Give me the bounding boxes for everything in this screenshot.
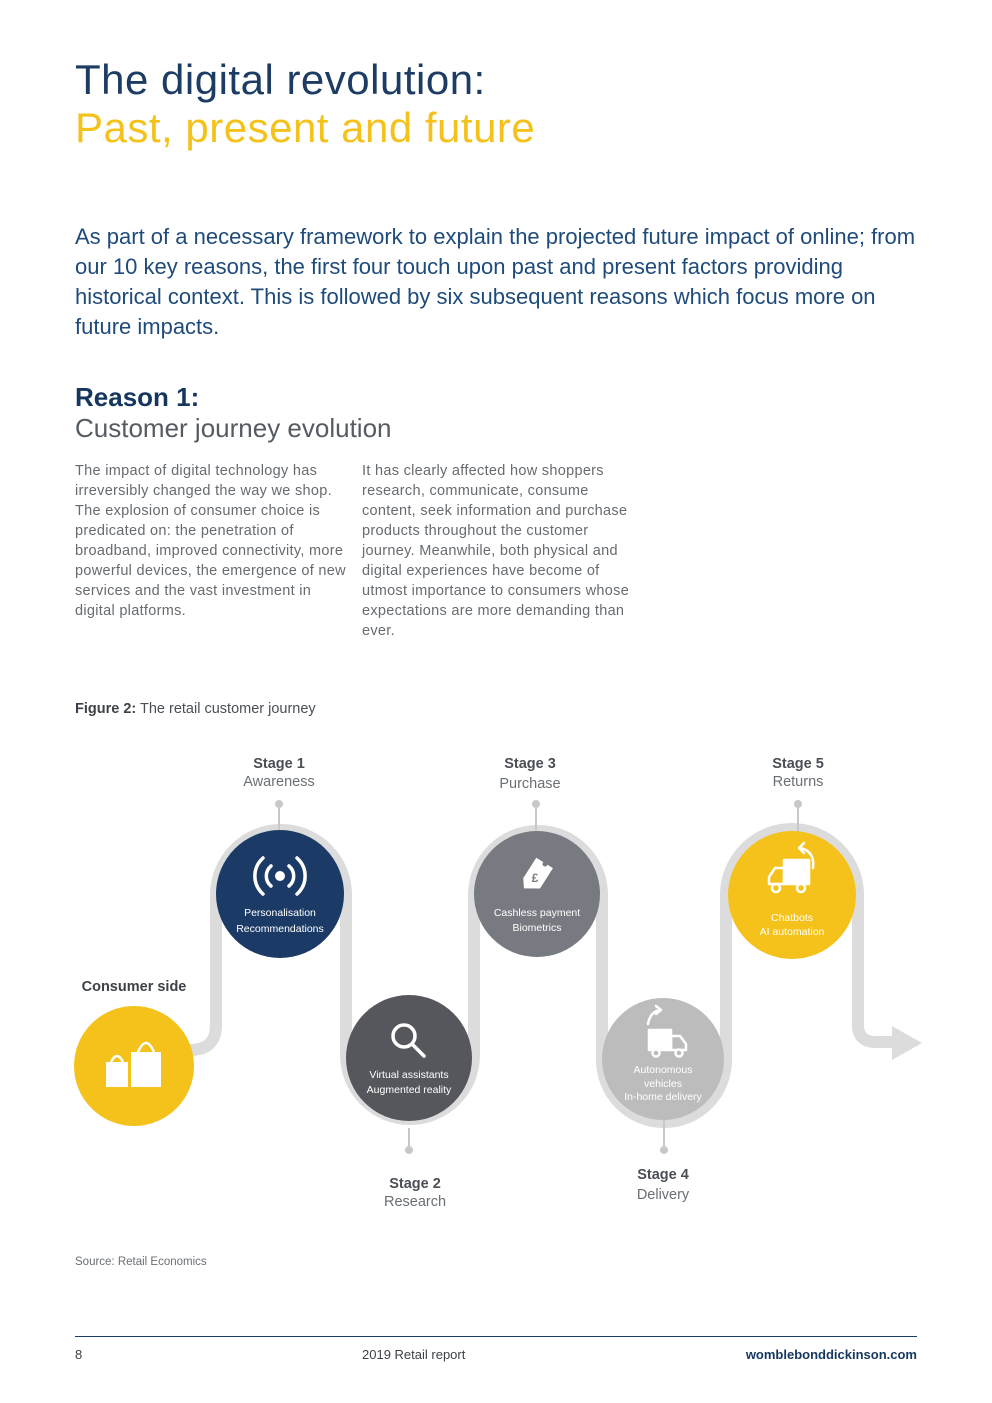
svg-text:£: £ xyxy=(531,871,539,885)
reason-heading: Reason 1: xyxy=(75,382,200,412)
stage-2-circle xyxy=(346,995,472,1121)
figure-caption-text: The retail customer journey xyxy=(136,701,316,717)
page-title: The digital revolution: xyxy=(75,56,486,103)
stage-3-feature-1: Cashless payment xyxy=(493,907,581,919)
stage-5-circle xyxy=(728,831,856,959)
stage-5-feature-2: AI automation xyxy=(759,926,825,938)
stage-4-title: Stage 4 xyxy=(637,1167,689,1183)
stage-1-feature-1: Personalisation xyxy=(244,907,316,919)
customer-journey-diagram xyxy=(0,720,992,1240)
body-column-1: The impact of digital technology has irreversibly changed the way we shop. The explosion of consumer choice is predicated on: the penetration of broadband, improved connectivity, more powerful devices, the emergence of new services and the vast investment in digital platforms. xyxy=(75,463,346,619)
stage-3-feature-2: Biometrics xyxy=(512,922,562,934)
intro-paragraph: As part of a necessary framework to explain the projected future impact of online; from our 10 key reasons, the first four touch upon past and present factors providing historical context. This is followed by six subsequent reasons which focus more on future impacts. xyxy=(75,224,916,339)
stage-4 xyxy=(602,998,724,1203)
website-link[interactable]: womblebonddickinson.com xyxy=(745,1347,917,1362)
stage-4-feature-2: vehicles xyxy=(644,1078,682,1090)
reason-subheading: Customer journey evolution xyxy=(75,413,392,443)
body-column-2: It has clearly affected how shoppers research, communicate, consume content, seek information and purchase products throughout the customer journey. Meanwhile, both physical and digital experiences have become of utmost importance to consumers whose expectations are more demanding than ever. xyxy=(362,463,630,639)
figure-caption-label: Figure 2: xyxy=(75,701,137,717)
report-name: 2019 Retail report xyxy=(362,1347,466,1362)
stage-3-title: Stage 3 xyxy=(504,756,556,772)
footer-divider xyxy=(75,1336,917,1337)
stage-4-feature-3: In-home delivery xyxy=(624,1091,702,1103)
stage-1-title: Stage 1 xyxy=(253,756,305,772)
stage-1 xyxy=(216,756,344,958)
stage-5 xyxy=(728,756,856,959)
consumer-side-label: Consumer side xyxy=(81,979,187,995)
figure-caption xyxy=(75,701,316,717)
stage-3 xyxy=(474,756,600,957)
stage-5-name: Returns xyxy=(772,774,824,790)
stage-3-name: Purchase xyxy=(499,776,561,792)
stage-2-name: Research xyxy=(383,1194,447,1210)
journey-arrowhead xyxy=(892,1026,922,1060)
stage-2-feature-1: Virtual assistants xyxy=(369,1069,449,1081)
page-number: 8 xyxy=(75,1347,83,1362)
stage-2 xyxy=(346,995,472,1210)
stage-5-feature-1: Chatbots xyxy=(770,912,814,924)
stage-5-title: Stage 5 xyxy=(772,756,824,772)
stage-4-feature-1: Autonomous xyxy=(633,1064,693,1076)
source-note: Source: Retail Economics xyxy=(75,1256,207,1268)
stage-1-circle xyxy=(216,830,344,958)
page-subtitle: Past, present and future xyxy=(75,104,536,151)
stage-1-name: Awareness xyxy=(243,774,315,790)
stage-2-feature-2: Augmented reality xyxy=(366,1084,452,1096)
stage-1-feature-2: Recommendations xyxy=(236,923,324,935)
stage-4-name: Delivery xyxy=(636,1187,690,1203)
stage-3-circle xyxy=(474,831,600,957)
stage-2-title: Stage 2 xyxy=(389,1176,441,1192)
